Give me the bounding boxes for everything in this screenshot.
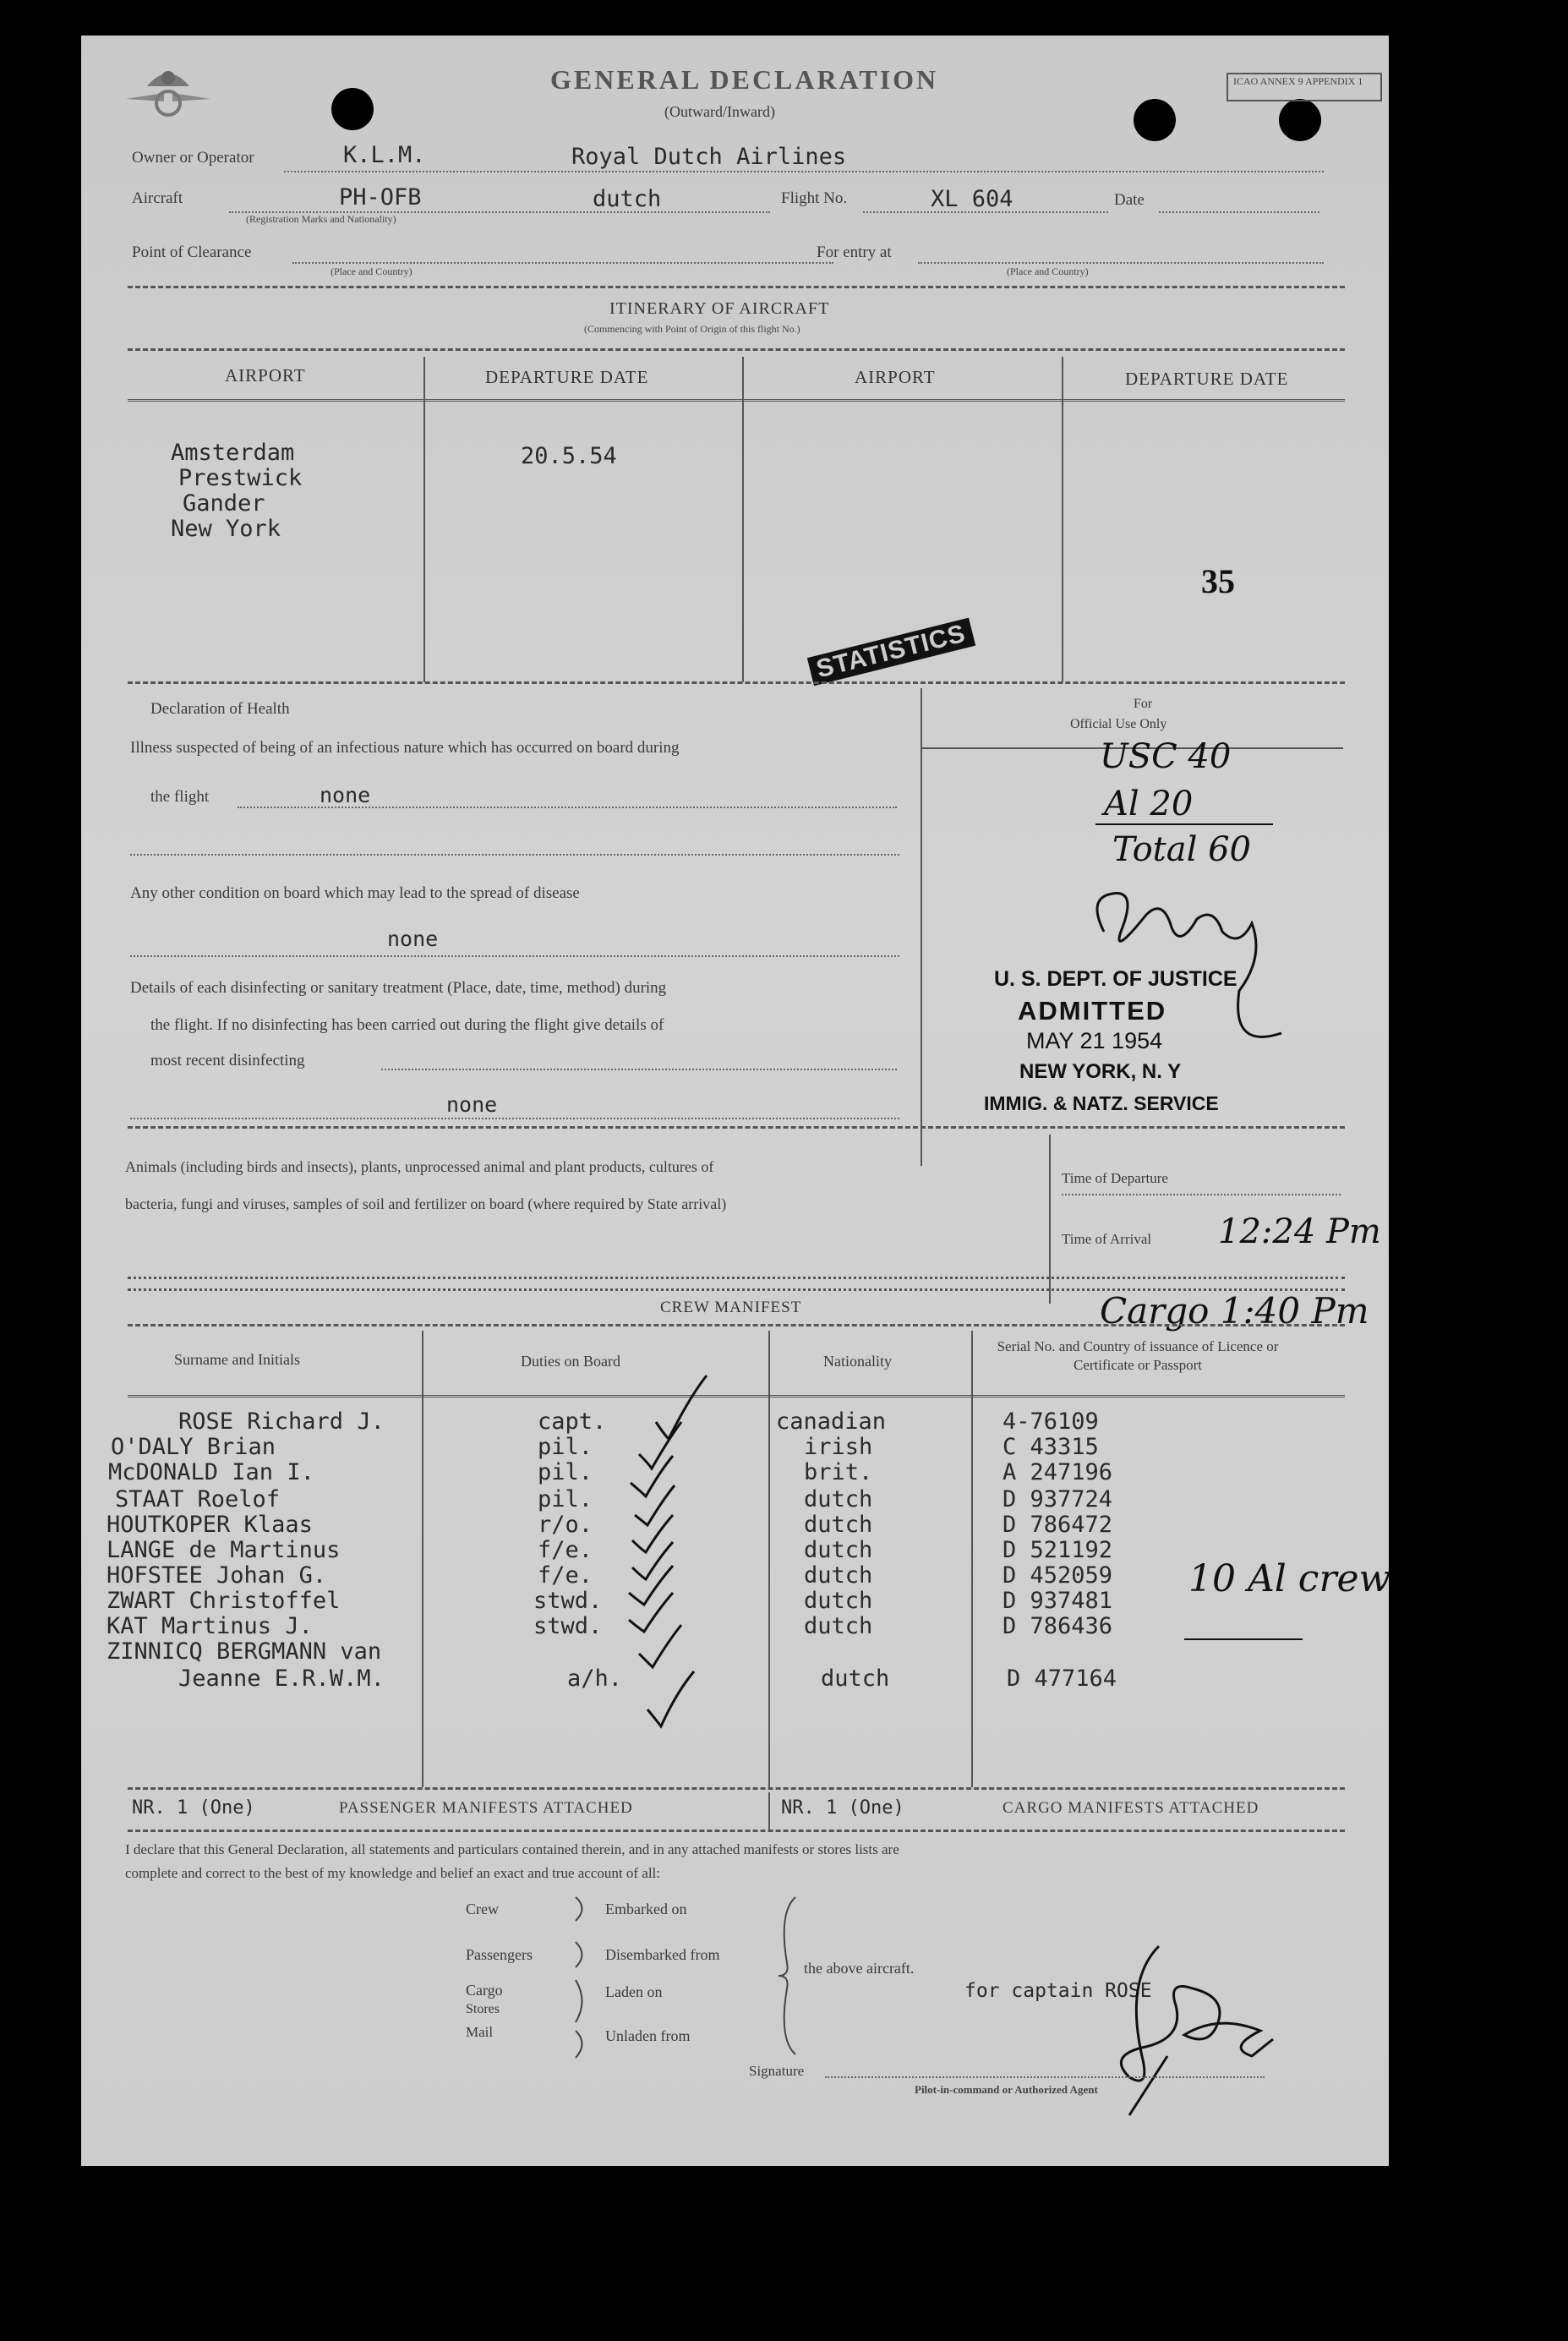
crew-name: STAAT Roelof: [115, 1486, 281, 1512]
crew-duty: f/e.: [538, 1562, 593, 1589]
brace-icon: [571, 1895, 597, 2065]
cargo-manifest-label: CARGO MANIFESTS ATTACHED: [1003, 1799, 1259, 1817]
crew-serial: D 786436: [1003, 1613, 1113, 1639]
for-captain-text: for captain ROSE: [964, 1980, 1152, 2002]
crew-serial: D 452059: [1003, 1562, 1113, 1589]
klm-crown-logo-icon: [122, 52, 215, 129]
declaration-sheet: [81, 36, 1389, 2166]
official-handwriting: Al 20: [1104, 785, 1194, 823]
crew-header-nationality: Nationality: [823, 1353, 892, 1370]
crew-name: KAT Martinus J.: [107, 1613, 313, 1639]
itinerary-airport: Prestwick: [178, 465, 303, 491]
cargo-manifest-count: NR. 1 (One): [781, 1797, 904, 1819]
crew-nationality: dutch: [804, 1588, 873, 1614]
health-disinfect-label: Details of each disinfecting or sanitary treatment (Place, date, time, method) during: [130, 979, 667, 997]
admitted-stamp-line: ADMITTED: [1018, 996, 1167, 1026]
official-handwriting: USC 40: [1100, 737, 1232, 776]
crew-name: ROSE Richard J.: [178, 1408, 385, 1435]
aircraft-sublabel: (Registration Marks and Nationality): [246, 213, 396, 225]
crew-duty: stwd.: [533, 1613, 603, 1639]
crew-duty: pil.: [538, 1486, 593, 1512]
crew-nationality: dutch: [821, 1666, 890, 1692]
aircraft-nationality: dutch: [593, 186, 662, 212]
health-other-value: none: [387, 927, 439, 951]
admitted-stamp-date: MAY 21 1954: [1026, 1028, 1163, 1053]
flight-label: Flight No.: [781, 189, 848, 207]
crew-duty: capt.: [538, 1408, 607, 1435]
date-label: Date: [1114, 191, 1145, 209]
crew-nationality: canadian: [776, 1408, 887, 1435]
place-country-label: (Place and Country): [1007, 265, 1089, 277]
crew-serial: A 247196: [1003, 1459, 1113, 1485]
signature-label: Signature: [749, 2063, 805, 2079]
declaration-right-item: Unladen from: [605, 2027, 691, 2044]
crew-name: McDONALD Ian I.: [108, 1459, 314, 1485]
arrival-time-value: 12:24 Pm: [1218, 1212, 1381, 1251]
captain-signature-icon: [1091, 1929, 1286, 2124]
owner-value-name: Royal Dutch Airlines: [571, 144, 847, 170]
crew-duty: a/h.: [567, 1666, 623, 1692]
crew-serial: 4-76109: [1003, 1408, 1099, 1435]
crew-nationality: dutch: [804, 1562, 873, 1589]
entry-label: For entry at: [817, 243, 892, 261]
punch-hole-icon: [1279, 99, 1321, 141]
punch-hole-icon: [331, 88, 374, 130]
signature-sublabel: Pilot-in-command or Authorized Agent: [915, 2083, 1098, 2096]
declaration-left-item: Mail: [466, 2024, 494, 2040]
itinerary-airport: New York: [171, 516, 281, 542]
annex-box: [1227, 73, 1382, 101]
declaration-right-item: Laden on: [605, 1983, 663, 2000]
arrival-time-label: Time of Arrival: [1062, 1231, 1152, 1247]
crew-serial: D 786472: [1003, 1512, 1113, 1538]
passenger-manifest-count: NR. 1 (One): [132, 1797, 255, 1819]
itinerary-header-airport: AIRPORT: [225, 365, 306, 386]
checkmarks-icon: [622, 1371, 724, 1735]
itinerary-title: ITINERARY OF AIRCRAFT: [609, 299, 830, 318]
declaration-text: I declare that this General Declaration, all statements and particulars contained therein, and in any attached manifests or stores lists are: [125, 1841, 899, 1857]
clearance-label: Point of Clearance: [132, 243, 252, 261]
crew-nationality: dutch: [804, 1537, 873, 1563]
crew-count-note: 10 Al crew: [1188, 1557, 1391, 1600]
crew-serial: D 937481: [1003, 1588, 1113, 1614]
annex-label: ICAO ANNEX 9 APPENDIX 1: [1233, 75, 1363, 87]
crew-name: HOFSTEE Johan G.: [107, 1562, 327, 1589]
crew-header-duties: Duties on Board: [521, 1353, 620, 1370]
crew-name: HOUTKOPER Klaas: [107, 1512, 313, 1538]
crew-duty: pil.: [538, 1434, 593, 1460]
owner-value: K.L.M.: [343, 142, 426, 168]
health-disinfect-label: the flight. If no disinfecting has been carried out during the flight give details of: [150, 1016, 664, 1034]
owner-label: Owner or Operator: [132, 149, 254, 167]
aircraft-value: PH-OFB: [339, 184, 422, 211]
page-number: 35: [1201, 562, 1235, 600]
crew-serial: C 43315: [1003, 1434, 1099, 1460]
declaration-right-item: Disembarked from: [605, 1946, 720, 1963]
crew-name: ZINNICQ BERGMANN van: [107, 1638, 382, 1665]
flight-value: XL 604: [931, 186, 1013, 212]
health-illness-label: the flight: [150, 788, 210, 806]
health-illness-value: none: [320, 783, 371, 807]
crew-serial: D 937724: [1003, 1486, 1113, 1512]
crew-header-serial: Serial No. and Country of issuance of Licence or Certificate or Passport: [997, 1338, 1279, 1373]
health-disinfect-label: most recent disinfecting: [150, 1052, 305, 1069]
statistics-stamp: STATISTICS: [807, 618, 975, 686]
health-title: Declaration of Health: [150, 700, 290, 718]
admitted-stamp-line: NEW YORK, N. Y: [1019, 1060, 1182, 1083]
crew-duty: r/o.: [538, 1512, 593, 1538]
crew-title: CREW MANIFEST: [660, 1299, 802, 1316]
itinerary-departure-date: 20.5.54: [521, 443, 617, 469]
itinerary-header-departure: DEPARTURE DATE: [485, 367, 649, 387]
place-country-label: (Place and Country): [331, 265, 412, 277]
brace-icon: [774, 1895, 800, 2056]
itinerary-header-departure: DEPARTURE DATE: [1125, 369, 1289, 389]
departure-time-label: Time of Departure: [1062, 1170, 1168, 1186]
crew-nationality: dutch: [804, 1512, 873, 1538]
animals-label: Animals (including birds and insects), plants, unprocessed animal and plant products, cultures of: [125, 1158, 714, 1175]
crew-name: LANGE de Martinus: [107, 1537, 341, 1563]
crew-duty: stwd.: [533, 1588, 603, 1614]
health-illness-label: Illness suspected of being of an infectious nature which has occurred on board during: [130, 739, 680, 757]
punch-hole-icon: [1134, 99, 1176, 141]
crew-duty: f/e.: [538, 1537, 593, 1563]
declaration-text: complete and correct to the best of my knowledge and belief an exact and true account of all:: [125, 1865, 660, 1881]
above-aircraft-label: the above aircraft.: [804, 1960, 915, 1977]
itinerary-airport: Gander: [183, 490, 265, 517]
crew-name: ZWART Christoffel: [107, 1588, 341, 1614]
crew-serial: D 477164: [1007, 1666, 1117, 1692]
health-disinfect-value: none: [446, 1092, 498, 1117]
official-handwriting: Total 60: [1112, 830, 1251, 869]
declaration-left-item: Cargo: [466, 1982, 503, 1999]
declaration-left-item: Crew: [466, 1901, 499, 1917]
crew-nationality: dutch: [804, 1613, 873, 1639]
crew-name: O'DALY Brian: [111, 1434, 276, 1460]
admitted-stamp-line: U. S. DEPT. OF JUSTICE: [994, 967, 1237, 991]
itinerary-airport: Amsterdam: [171, 440, 295, 466]
crew-nationality: irish: [804, 1434, 873, 1460]
crew-name: Jeanne E.R.W.M.: [178, 1666, 385, 1692]
declaration-left-item: Stores: [466, 2002, 500, 2016]
animals-label: bacteria, fungi and viruses, samples of soil and fertilizer on board (where required by State arrival): [125, 1195, 727, 1212]
crew-duty: pil.: [538, 1459, 593, 1485]
crew-serial: D 521192: [1003, 1537, 1113, 1563]
cargo-time-note: Cargo 1:40 Pm: [1100, 1290, 1369, 1332]
itinerary-subtitle: (Commencing with Point of Origin of this flight No.): [584, 323, 800, 335]
declaration-left-item: Passengers: [466, 1946, 533, 1963]
crew-nationality: dutch: [804, 1486, 873, 1512]
admitted-stamp-line: IMMIG. & NATZ. SERVICE: [984, 1092, 1219, 1114]
form-subtitle: (Outward/Inward): [664, 103, 775, 120]
crew-header-name: Surname and Initials: [174, 1351, 300, 1368]
crew-nationality: brit.: [804, 1459, 873, 1485]
official-label: Official Use Only: [1070, 717, 1167, 731]
aircraft-label: Aircraft: [132, 189, 183, 207]
itinerary-header-airport: AIRPORT: [855, 367, 936, 387]
official-label: For: [1134, 697, 1153, 711]
passenger-manifest-label: PASSENGER MANIFESTS ATTACHED: [339, 1799, 633, 1817]
form-title: GENERAL DECLARATION: [550, 64, 939, 95]
health-other-label: Any other condition on board which may lead to the spread of disease: [130, 884, 580, 902]
declaration-right-item: Embarked on: [605, 1901, 687, 1917]
